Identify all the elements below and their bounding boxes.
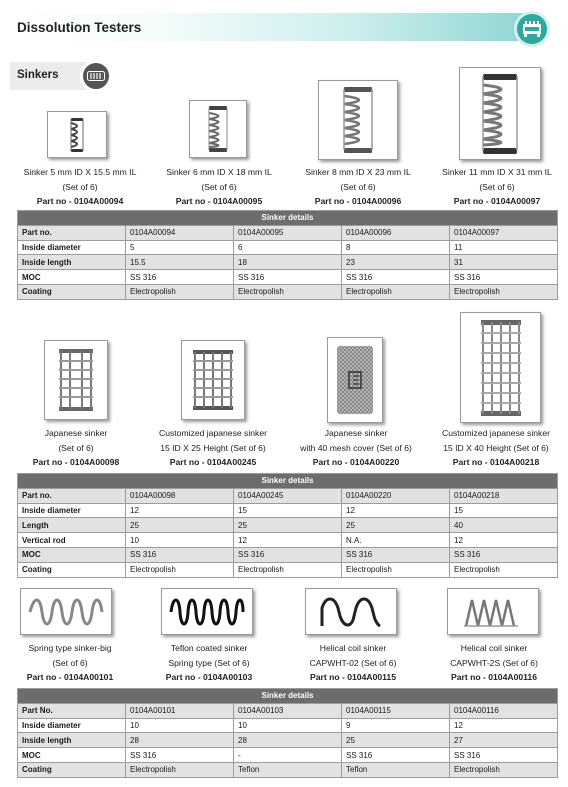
table-cell: Electropolish bbox=[126, 284, 234, 299]
table-row bbox=[18, 225, 558, 240]
caption-line: (Set of 6) bbox=[62, 181, 98, 192]
caption-line: (Set of 6) bbox=[479, 181, 515, 192]
table-row bbox=[18, 762, 558, 777]
table-cell: SS 316 bbox=[126, 748, 234, 763]
table-cell: MOC bbox=[18, 270, 126, 285]
sinker-6mm-image bbox=[189, 100, 247, 158]
table-cell: SS 316 bbox=[234, 270, 342, 285]
table-cell: Part no. bbox=[18, 225, 126, 240]
teflon-sinker-image bbox=[161, 588, 253, 635]
product-caption bbox=[0, 641, 140, 685]
table-cell: 28 bbox=[126, 733, 234, 748]
product-caption bbox=[10, 165, 150, 209]
part-number: Part no - 0104A00101 bbox=[26, 672, 114, 683]
table-cell: 0104A00245 bbox=[234, 488, 342, 503]
table-cell: Coating bbox=[18, 284, 126, 299]
part-number: Part no - 0104A00245 bbox=[169, 457, 257, 468]
table-cell: 15 bbox=[234, 503, 342, 518]
table-cell: Inside length bbox=[18, 733, 126, 748]
part-number: Part no - 0104A00097 bbox=[453, 196, 541, 207]
table-row bbox=[18, 533, 558, 548]
caption-line: Spring type sinker-big bbox=[28, 643, 112, 653]
table-cell: 0104A00098 bbox=[126, 488, 234, 503]
sinker-icon bbox=[80, 60, 112, 92]
product-caption bbox=[427, 165, 567, 209]
caption-line: Customized japanese sinker bbox=[442, 428, 550, 438]
table-cell: 12 bbox=[234, 533, 342, 548]
table-cell: SS 316 bbox=[450, 547, 558, 562]
caption-line: Spring type (Set of 6) bbox=[168, 657, 250, 668]
table-cell: 0104A00220 bbox=[342, 488, 450, 503]
table-cell: Electropolish bbox=[234, 284, 342, 299]
product-caption bbox=[288, 165, 428, 209]
table-cell: 0104A00094 bbox=[126, 225, 234, 240]
caption-line: Helical coil sinker bbox=[460, 643, 528, 653]
product-caption bbox=[424, 641, 564, 685]
table-row bbox=[18, 718, 558, 733]
table-cell: SS 316 bbox=[342, 547, 450, 562]
table-cell: 15.5 bbox=[126, 255, 234, 270]
table-cell: 0104A00096 bbox=[342, 225, 450, 240]
table-row bbox=[18, 255, 558, 270]
table-cell: Length bbox=[18, 518, 126, 533]
caption-line: (Set of 6) bbox=[52, 657, 88, 668]
table-cell: 6 bbox=[234, 240, 342, 255]
table-cell: - bbox=[234, 748, 342, 763]
table-cell: SS 316 bbox=[126, 270, 234, 285]
caption-line: Japanese sinker bbox=[324, 428, 388, 438]
table-cell: Electropolish bbox=[234, 562, 342, 577]
caption-line: Sinker 5 mm ID X 15.5 mm IL bbox=[23, 167, 137, 177]
table-cell: 0104A00116 bbox=[450, 703, 558, 718]
table-cell: Inside diameter bbox=[18, 240, 126, 255]
caption-line: Sinker 11 mm ID X 31 mm IL bbox=[442, 167, 552, 177]
table-cell: 5 bbox=[126, 240, 234, 255]
table-cell: 12 bbox=[450, 533, 558, 548]
table-cell: Inside length bbox=[18, 255, 126, 270]
table-cell: SS 316 bbox=[450, 270, 558, 285]
caption-line: Sinker 6 mm ID X 18 mm IL bbox=[166, 167, 272, 177]
caption-line: Teflon coated sinker bbox=[170, 643, 248, 653]
table-title: Sinker details bbox=[18, 474, 558, 489]
table-row bbox=[18, 518, 558, 533]
table-cell: 25 bbox=[342, 518, 450, 533]
caption-line: 15 ID X 40 Height (Set of 6) bbox=[443, 442, 549, 453]
table-cell: 25 bbox=[234, 518, 342, 533]
helical-coil-02-image bbox=[305, 588, 397, 635]
page-title: Dissolution Testers bbox=[17, 20, 142, 35]
caption-line: Sinker 8 mm ID X 23 mm IL bbox=[305, 167, 411, 177]
caption-line: (Set of 6) bbox=[201, 181, 237, 192]
caption-line: CAPWHT-2S (Set of 6) bbox=[450, 657, 538, 668]
table-cell: Inside diameter bbox=[18, 503, 126, 518]
sinker-details-table bbox=[17, 688, 558, 778]
product-caption bbox=[6, 426, 146, 470]
table-cell: 0104A00115 bbox=[342, 703, 450, 718]
caption-line: (Set of 6) bbox=[340, 181, 376, 192]
part-number: Part no - 0104A00103 bbox=[165, 672, 253, 683]
table-cell: Part no. bbox=[18, 488, 126, 503]
table-cell: 25 bbox=[126, 518, 234, 533]
table-row bbox=[18, 703, 558, 718]
table-cell: 28 bbox=[234, 733, 342, 748]
table-cell: SS 316 bbox=[342, 270, 450, 285]
table-cell: 10 bbox=[234, 718, 342, 733]
table-cell: Coating bbox=[18, 762, 126, 777]
part-number: Part no - 0104A00116 bbox=[451, 672, 537, 683]
table-row bbox=[18, 748, 558, 763]
part-number: Part no - 0104A00094 bbox=[36, 196, 124, 207]
table-row bbox=[18, 240, 558, 255]
table-cell: 11 bbox=[450, 240, 558, 255]
product-caption bbox=[283, 641, 423, 685]
table-cell: 18 bbox=[234, 255, 342, 270]
japanese-sinker-15x25-image bbox=[181, 340, 245, 420]
table-cell: 0104A00097 bbox=[450, 225, 558, 240]
table-cell: 12 bbox=[126, 503, 234, 518]
dissolution-apparatus-icon bbox=[514, 11, 550, 47]
part-number: Part no - 0104A00220 bbox=[312, 457, 400, 468]
table-cell: 10 bbox=[126, 533, 234, 548]
part-number: Part no - 0104A00218 bbox=[452, 457, 540, 468]
section-tab bbox=[10, 62, 108, 90]
product-caption bbox=[286, 426, 426, 470]
caption-line: (Set of 6) bbox=[58, 442, 94, 453]
product-caption bbox=[139, 641, 279, 685]
product-caption bbox=[143, 426, 283, 470]
table-cell: 25 bbox=[342, 733, 450, 748]
spring-sinker-image bbox=[20, 588, 112, 635]
table-row bbox=[18, 488, 558, 503]
table-row bbox=[18, 547, 558, 562]
table-cell: SS 316 bbox=[450, 748, 558, 763]
sinker-11mm-image bbox=[459, 67, 541, 160]
table-cell: Electropolish bbox=[450, 762, 558, 777]
table-cell: 8 bbox=[342, 240, 450, 255]
caption-line: with 40 mesh cover (Set of 6) bbox=[300, 442, 412, 453]
table-cell: Vertical rod bbox=[18, 533, 126, 548]
part-number: Part no - 0104A00098 bbox=[32, 457, 120, 468]
table-cell: Electropolish bbox=[450, 562, 558, 577]
caption-line: Helical coil sinker bbox=[319, 643, 387, 653]
table-cell: 9 bbox=[342, 718, 450, 733]
table-row bbox=[18, 503, 558, 518]
table-cell: 31 bbox=[450, 255, 558, 270]
table-row bbox=[18, 562, 558, 577]
table-cell: Teflon bbox=[234, 762, 342, 777]
table-row bbox=[18, 733, 558, 748]
table-cell: 0104A00103 bbox=[234, 703, 342, 718]
part-number: Part no - 0104A00115 bbox=[310, 672, 396, 683]
table-cell: SS 316 bbox=[234, 547, 342, 562]
table-cell: 23 bbox=[342, 255, 450, 270]
table-cell: 0104A00101 bbox=[126, 703, 234, 718]
table-cell: Part No. bbox=[18, 703, 126, 718]
sinker-8mm-image bbox=[318, 80, 398, 160]
table-cell: Teflon bbox=[342, 762, 450, 777]
table-cell: Electropolish bbox=[126, 562, 234, 577]
japanese-sinker-image bbox=[44, 340, 108, 420]
table-cell: Electropolish bbox=[342, 284, 450, 299]
table-cell: N.A. bbox=[342, 533, 450, 548]
caption-line: CAPWHT-02 (Set of 6) bbox=[309, 657, 397, 668]
table-row bbox=[18, 284, 558, 299]
table-cell: 12 bbox=[342, 503, 450, 518]
sinker-details-table bbox=[17, 210, 558, 300]
table-cell: SS 316 bbox=[126, 547, 234, 562]
table-cell: 0104A00095 bbox=[234, 225, 342, 240]
table-cell: 27 bbox=[450, 733, 558, 748]
table-cell: 40 bbox=[450, 518, 558, 533]
caption-line: 15 ID X 25 Height (Set of 6) bbox=[160, 442, 266, 453]
part-number: Part no - 0104A00095 bbox=[175, 196, 263, 207]
helical-coil-2s-image bbox=[447, 588, 539, 635]
table-cell: 0104A00218 bbox=[450, 488, 558, 503]
product-caption bbox=[426, 426, 566, 470]
japanese-sinker-15x40-image bbox=[460, 312, 541, 423]
sinker-details-table bbox=[17, 473, 558, 578]
caption-line: Customized japanese sinker bbox=[159, 428, 267, 438]
table-row bbox=[18, 270, 558, 285]
table-cell: 15 bbox=[450, 503, 558, 518]
product-caption bbox=[149, 165, 289, 209]
table-title: Sinker details bbox=[18, 689, 558, 704]
part-number: Part no - 0104A00096 bbox=[314, 196, 402, 207]
table-cell: 12 bbox=[450, 718, 558, 733]
table-cell: Electropolish bbox=[342, 562, 450, 577]
table-cell: Inside diameter bbox=[18, 718, 126, 733]
page-header bbox=[0, 13, 568, 43]
table-cell: SS 316 bbox=[342, 748, 450, 763]
table-title: Sinker details bbox=[18, 211, 558, 226]
table-cell: MOC bbox=[18, 547, 126, 562]
table-cell: Coating bbox=[18, 562, 126, 577]
caption-line: Japanese sinker bbox=[44, 428, 108, 438]
sinker-5mm-image bbox=[47, 111, 107, 158]
table-cell: MOC bbox=[18, 748, 126, 763]
japanese-sinker-mesh-image bbox=[327, 337, 383, 423]
table-cell: Electropolish bbox=[450, 284, 558, 299]
section-label: Sinkers bbox=[17, 69, 59, 81]
table-cell: Electropolish bbox=[126, 762, 234, 777]
table-cell: 10 bbox=[126, 718, 234, 733]
